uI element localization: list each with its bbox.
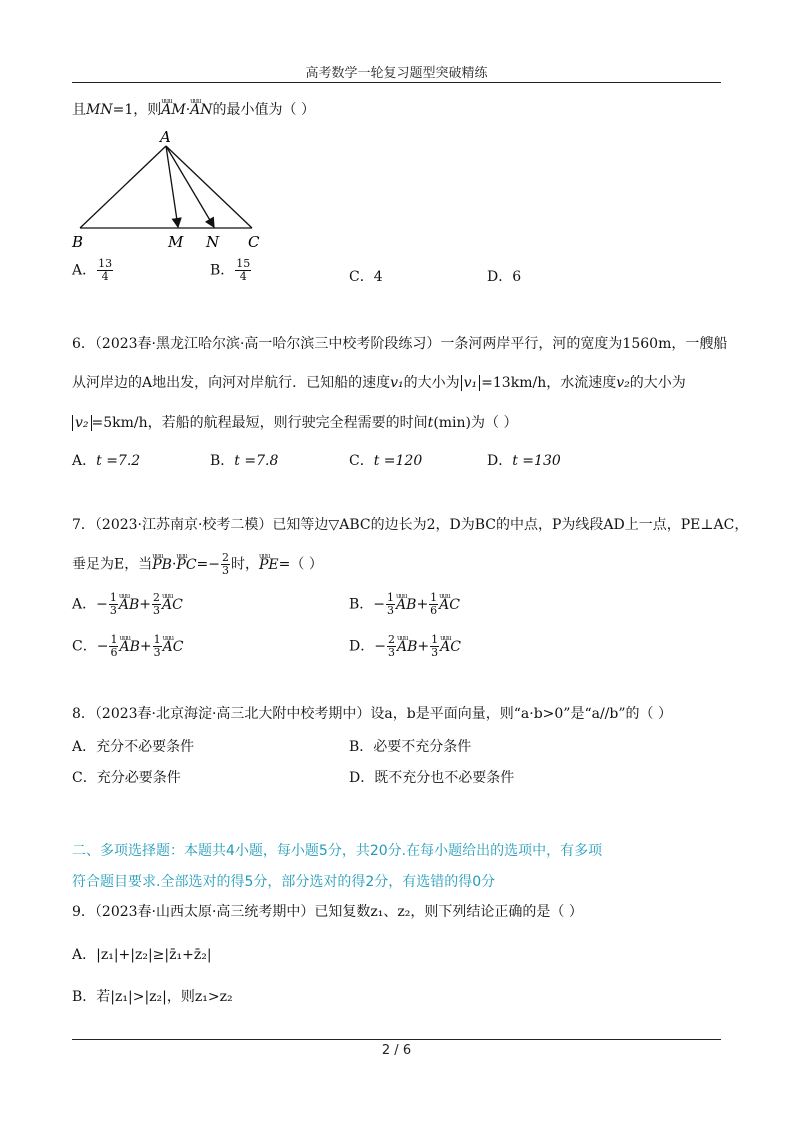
q8-option-c <box>72 769 181 787</box>
q7-option-a <box>72 592 183 617</box>
q7-option-vector: uuu AB <box>119 638 139 656</box>
q7-option-sign: + <box>416 596 429 613</box>
q5-mn: MN <box>86 102 113 118</box>
q5-vector-an: uuu AN <box>190 101 212 119</box>
q6-option-c-label: C． <box>349 453 374 469</box>
q7-option-b <box>349 592 460 617</box>
header-rule <box>72 82 721 83</box>
q6-line2-text-b: 的大小为 <box>403 375 460 391</box>
q7-option-fraction-den: 3 <box>153 604 160 617</box>
q6-line2 <box>72 374 686 392</box>
q6-option-d <box>487 452 561 470</box>
q5-option-a-den: 4 <box>101 270 109 283</box>
q9-option-b: B．若|z₁|>|z₂|，则z₁>z₂ <box>72 989 233 1005</box>
q6-option-a-label: A． <box>72 453 97 469</box>
q5-option-a-num: 13 <box>98 257 113 270</box>
q8-option-d <box>349 769 514 787</box>
q6-option-c <box>349 452 422 470</box>
q5-option-c-label: C． <box>349 269 374 285</box>
q7-option-fraction-num: 1 <box>431 633 439 646</box>
section-2-heading-line2: 符合题目要求.全部选对的得5分，部分选对的得2分，有选错的得0分 <box>72 874 496 890</box>
q6-line3-text-b: (min)为（ ） <box>433 415 518 431</box>
q7-vector-pb: uuu PB <box>152 556 172 574</box>
q8-option-d-label: D． <box>349 770 375 786</box>
side-ab <box>80 146 166 228</box>
q8-option-a-text: 充分不必要条件 <box>96 739 195 755</box>
q5-option-d-text: 6 <box>512 269 522 285</box>
q7-option-label: C． <box>72 638 97 655</box>
label-m: M <box>168 233 184 251</box>
q7-option-fraction-num: 1 <box>153 633 161 646</box>
q6-option-a <box>72 452 140 470</box>
q5-option-c-text: 4 <box>373 269 383 285</box>
q8-option-b-label: B． <box>349 739 374 755</box>
q8-option-d-text: 既不充分也不必要条件 <box>374 770 515 786</box>
q6-option-b <box>210 452 278 470</box>
q5-option-a-fraction <box>97 258 113 283</box>
q7-option-fraction <box>109 592 118 617</box>
q5-option-b-num: 15 <box>236 257 251 270</box>
q5-eq: =1，则 <box>112 102 162 118</box>
q7-option-fraction-num: 2 <box>153 591 160 604</box>
q7-option-fraction-den: 6 <box>110 646 118 659</box>
q6-option-d-label: D． <box>487 453 513 469</box>
q7-line2 <box>72 552 323 577</box>
q7-eq: =− <box>196 556 221 573</box>
q7-option-d <box>349 634 461 659</box>
q7-option-fraction-den: 3 <box>153 646 161 659</box>
q5-stem-suffix: 的最小值为（ ） <box>212 102 315 118</box>
q6-option-b-text: t =7.8 <box>234 453 279 469</box>
q7-option-fraction-num: 1 <box>387 591 395 604</box>
q7-option-fraction <box>429 592 438 617</box>
q7-option-sign: − <box>373 596 386 613</box>
q6-option-c-text: t =120 <box>373 453 423 469</box>
q7-option-vector: uuu AC <box>163 638 184 656</box>
q6-line2-text-d: 的大小为 <box>629 375 686 391</box>
q9-option-a: A．|z₁|+|z₂|≥|z̄₁+z̄₂| <box>72 947 212 963</box>
q7-line1: 7．（2023·江苏南京·校考二模）已知等边▽ABC的边长为2，D为BC的中点，P为线段AD上一点，PE⊥AC， <box>72 517 749 533</box>
footer-rule <box>72 1039 721 1040</box>
q5-option-b-den: 4 <box>239 270 247 283</box>
q8-line1: 8．（2023春·北京海淀·高三北大附中校考期中）设a，b是平面向量，则“a·b>0”是“a//b”的（ ） <box>72 706 672 722</box>
q7-option-fraction <box>430 634 439 659</box>
q7-option-sign: + <box>139 596 151 613</box>
q7-vector-pc: uuu PC <box>176 556 196 574</box>
q7-option-sign: + <box>139 638 152 655</box>
q5-triangle-figure <box>66 124 276 256</box>
q7-option-vector: uuu AB <box>119 596 139 614</box>
q7-option-fraction <box>387 634 396 659</box>
q7-option-sign: − <box>96 596 108 613</box>
q7-option-sign: − <box>96 638 109 655</box>
q7-option-label: B． <box>349 596 374 613</box>
label-c: C <box>248 233 260 251</box>
page-header-title: 高考数学一轮复习题型突破精练 <box>305 66 488 81</box>
q7-option-fraction-num: 2 <box>387 633 395 646</box>
q6-line1: 6．（2023春·黑龙江哈尔滨·高一哈尔滨三中校考阶段练习）一条河两岸平行，河的宽度为1560m，一艘船 <box>72 336 728 352</box>
q5-option-b-fraction <box>235 258 251 283</box>
q6-line2-text-c: =13km/h，水流速度 <box>481 375 617 391</box>
q5-stem-prefix: 且 <box>72 102 86 118</box>
q7-option-vector: uuu AB <box>396 596 416 614</box>
q7-option-fraction <box>109 634 118 659</box>
q7-line2-text-a: 垂足为E，当 <box>72 556 153 573</box>
q7-option-c <box>72 634 183 659</box>
section-2-heading-line1: 二、多项选择题：本题共4小题，每小题5分，共20分.在每小题给出的选项中，有多项 <box>72 843 603 859</box>
q6-option-d-text: t =130 <box>512 453 561 469</box>
q5-dot: · <box>185 102 191 118</box>
vector-am-arrow <box>166 146 178 227</box>
q6-v2-norm: v₂ <box>72 415 92 431</box>
q5-stem <box>72 101 315 119</box>
q7-fraction <box>221 552 230 577</box>
q7-option-sign: − <box>374 638 386 655</box>
q6-v1-norm: v₁ <box>461 375 481 391</box>
q7-option-fraction-num: 1 <box>430 591 438 604</box>
q5-option-a <box>72 258 114 283</box>
q6-line3 <box>72 414 517 432</box>
vector-an-arrow <box>166 146 214 227</box>
q7-option-fraction-num: 1 <box>110 633 118 646</box>
q6-v1: v₁ <box>390 375 404 391</box>
q6-line2-text-a: 从河岸边的A地出发，向河对岸航行．已知船的速度 <box>72 375 391 391</box>
q5-option-d <box>487 268 521 286</box>
q7-option-fraction-den: 3 <box>109 604 117 617</box>
q5-option-a-label: A． <box>72 262 97 279</box>
q7-option-vector: uuu AB <box>397 638 417 656</box>
q6-v2: v₂ <box>616 375 630 391</box>
q7-option-label: A． <box>72 596 97 613</box>
q7-option-vector: uuu AC <box>439 596 460 614</box>
q7-option-fraction-den: 3 <box>431 646 439 659</box>
q8-option-a <box>72 738 194 756</box>
q6-t: t <box>427 415 434 431</box>
q5-option-b <box>210 258 252 283</box>
q7-line2-text-b: 时， <box>231 556 260 573</box>
q8-option-c-label: C． <box>72 770 97 786</box>
label-b: B <box>72 233 84 251</box>
q5-option-c <box>349 268 383 286</box>
q8-option-b-text: 必要不充分条件 <box>373 739 472 755</box>
label-n: N <box>206 233 220 251</box>
q7-option-fraction <box>153 634 162 659</box>
q7-fraction-den: 3 <box>222 564 230 577</box>
q7-option-fraction-den: 3 <box>387 646 395 659</box>
q5-vector-am: uuu AM <box>161 101 185 119</box>
page-number: 2 / 6 <box>381 1043 412 1058</box>
q5-option-b-label: B． <box>210 262 235 279</box>
q7-option-fraction <box>152 592 161 617</box>
q7-option-fraction-den: 3 <box>387 604 395 617</box>
q7-option-fraction <box>386 592 395 617</box>
q7-line2-text-c: =（ ） <box>278 556 323 573</box>
q8-option-c-text: 充分必要条件 <box>96 770 181 786</box>
q7-option-fraction-den: 6 <box>430 604 438 617</box>
q7-option-vector: uuu AC <box>162 596 183 614</box>
q8-option-b <box>349 738 471 756</box>
q6-option-a-text: t =7.2 <box>96 453 141 469</box>
side-ac <box>166 146 252 228</box>
q7-dot: · <box>171 556 177 573</box>
q7-option-sign: + <box>417 638 430 655</box>
q7-vector-pe: uuu PE <box>259 556 279 574</box>
q7-option-fraction-num: 1 <box>109 591 117 604</box>
q5-option-d-label: D． <box>487 269 513 285</box>
q7-fraction-num: 2 <box>222 551 230 564</box>
q7-option-vector: uuu AC <box>440 638 461 656</box>
q6-option-b-label: B． <box>210 453 235 469</box>
q8-option-a-label: A． <box>72 739 97 755</box>
q6-line3-text-a: =5km/h，若船的航程最短，则行驶完全程需要的时间 <box>91 415 428 431</box>
q7-option-label: D． <box>349 638 375 655</box>
label-a: A <box>160 128 171 146</box>
q9-line1: 9．（2023春·山西太原·高三统考期中）已知复数z₁、z₂，则下列结论正确的是（ ） <box>72 904 583 920</box>
